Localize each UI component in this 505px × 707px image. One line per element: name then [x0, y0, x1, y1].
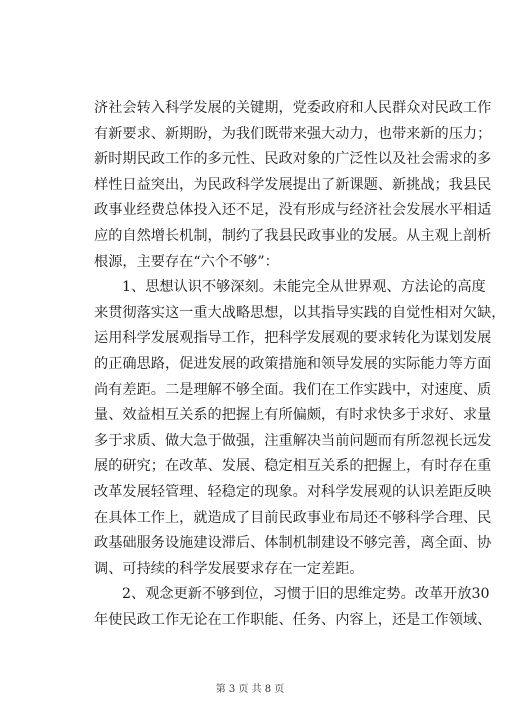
text-line: 济社会转入科学发展的关键期，党委政府和人民群众对民政工作 — [94, 100, 492, 116]
text-line: 样性日益突出，为民政科学发展提出了新课题、新挑战；我县民 — [94, 176, 492, 193]
text-line: 改革发展轻管理、轻稳定的现象。对科学发展观的认识差距反映 — [94, 483, 492, 500]
body-text — [94, 96, 505, 633]
text-line: 有新要求、新期盼，为我们既带来强大动力，也带来新的压力； — [94, 125, 492, 142]
text-line: 展的研究；在改革、发展、稳定相互关系的把握上，有时存在重 — [94, 458, 492, 475]
text-line: 量、效益相互关系的把握上有所偏颇，有时求快多于求好、求量 — [94, 407, 492, 424]
text-line: 来贯彻落实这一重大战略思想，以其指导实践的自觉性相对欠缺， — [94, 304, 505, 321]
text-line: 年使民政工作无论在工作职能、任务、内容上，还是工作领域、 — [94, 611, 492, 628]
text-line: 尚有差距。二是理解不够全面。我们在工作实践中，对速度、质 — [94, 381, 492, 398]
paragraph-first-line: 1、思想认识不够深刻。未能完全从世界观、方法论的高度 — [122, 279, 486, 296]
text-line: 的正确思路，促进发展的政策措施和领导发展的实际能力等方面 — [94, 355, 492, 372]
text-line: 运用科学发展观指导工作，把科学发展观的要求转化为谋划发展 — [94, 330, 492, 347]
text-line: 根源，主要存在“六个不够”： — [94, 253, 279, 270]
text-line: 调、可持续的科学发展要求存在一定差距。 — [94, 560, 364, 577]
paragraph-first-line: 2、观念更新不够到位，习惯于旧的思维定势。改革开放30 — [122, 586, 490, 603]
text-line: 政基础服务设施建设滞后、体制机制建设不够完善，离全面、协 — [94, 535, 492, 552]
text-line: 政事业经费总体投入还不足，没有形成与经济社会发展水平相适 — [94, 202, 492, 219]
text-line: 新时期民政工作的多元性、民政对象的广泛性以及社会需求的多 — [94, 151, 492, 168]
text-line: 在具体工作上，就造成了目前民政事业布局还不够科学合理、民 — [94, 509, 492, 526]
text-line: 应的自然增长机制，制约了我县民政事业的发展。从主观上剖析 — [94, 227, 492, 244]
page-number-footer: 第 3 页 共 8 页 — [215, 684, 285, 695]
text-line: 多于求质、做大急于做强，注重解决当前问题而有所忽视长远发 — [94, 432, 492, 449]
